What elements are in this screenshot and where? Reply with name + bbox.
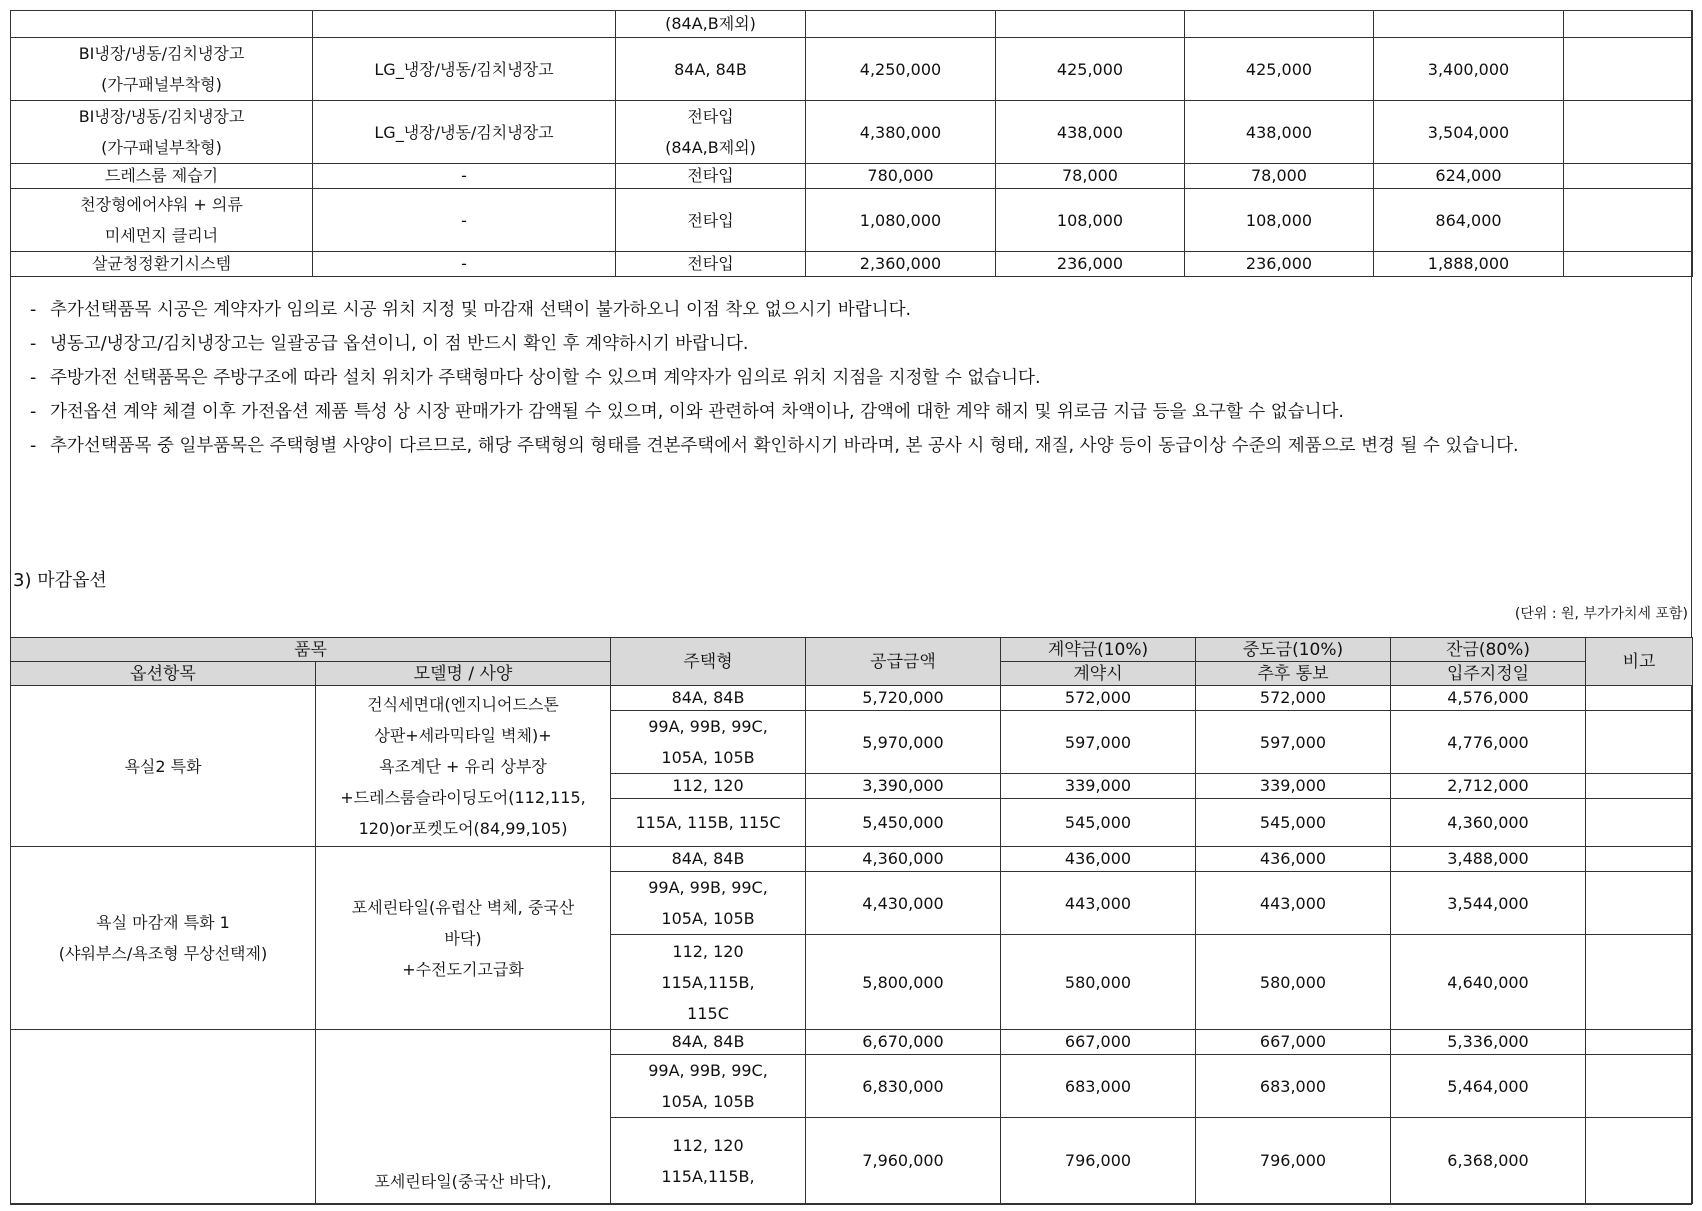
contract-cell: 545,000 (1001, 799, 1196, 847)
supply-cell: 4,380,000 (806, 101, 996, 164)
cell-line: 상판+세라믹타일 벽체)+ (374, 725, 552, 745)
note-dash: - (30, 300, 37, 320)
cell-line: (가구패널부착형) (101, 138, 222, 157)
interim-cell (1185, 11, 1374, 38)
contract-cell (996, 11, 1185, 38)
interim-cell: 597,000 (1196, 711, 1391, 774)
model-cell: LG_냉장/냉동/김치냉장고 (313, 101, 616, 164)
table-row (11, 1030, 1693, 1055)
interim-cell: 425,000 (1185, 38, 1374, 101)
cell-line: 전타입 (687, 210, 734, 230)
table-row (11, 101, 1693, 164)
contract-cell: 425,000 (996, 38, 1185, 101)
unit-label: (단위 : 원, 부가가치세 포함) (1514, 606, 1688, 622)
interim-cell: 796,000 (1196, 1118, 1391, 1204)
contract-cell: 436,000 (1001, 847, 1196, 872)
type-cell (611, 935, 806, 1030)
supply-cell: 780,000 (806, 164, 996, 189)
cell-line: +드레스룸슬라이딩도어(112,115, (340, 787, 586, 807)
model-cell: - (313, 164, 616, 189)
table-row (11, 686, 1693, 711)
model-cell: - (313, 252, 616, 277)
cell-line: 전타입 (687, 166, 734, 185)
balance-cell: 5,464,000 (1391, 1055, 1586, 1118)
note-cell (1564, 189, 1693, 252)
header-option-item: 옵션항목 (11, 662, 316, 686)
cell-line: 120)or포켓도어(84,99,105) (358, 818, 568, 838)
model-spec-cell (316, 847, 611, 1030)
cell-line: (84A,B제외) (665, 138, 756, 157)
model-cell: - (313, 189, 616, 252)
cell-line: (84A,B제외) (665, 14, 756, 33)
supply-cell (806, 11, 996, 38)
balance-cell: 6,368,000 (1391, 1118, 1586, 1204)
note-cell (1564, 164, 1693, 189)
cell-line: 드레스룸 제습기 (104, 166, 219, 185)
cell-line: 전타입 (687, 254, 734, 273)
item-cell (11, 189, 313, 252)
note-text: 추가선택품목 중 일부품목은 주택형별 사양이 다르므로, 해당 주택형의 형태를 견본주택에서 확인하시기 바라며, 본 공사 시 형태, 재질, 사양 등이 동급이상 수준의 제품으로 변경 될 수 있습니다. (50, 436, 1519, 456)
cell-line: 포세린타일(중국산 바닥), (374, 1172, 552, 1191)
type-cell (611, 774, 806, 799)
cell-line: 미세먼지 클리너 (104, 226, 219, 245)
note-cell (1586, 774, 1693, 799)
note-item (30, 327, 1670, 361)
cell-line: 99A, 99B, 99C, (648, 717, 768, 736)
type-cell (611, 1055, 806, 1118)
cell-line: 84A, 84B (674, 59, 747, 79)
header-house-type: 주택형 (611, 638, 806, 686)
header-item-group: 품목 (11, 638, 611, 662)
type-cell (611, 872, 806, 935)
model-spec-cell (316, 1030, 611, 1204)
note-text: 냉동고/냉장고/김치냉장고는 일괄공급 옵션이니, 이 점 반드시 확인 후 계약하시기 바랍니다. (50, 334, 749, 354)
interim-cell: 236,000 (1185, 252, 1374, 277)
balance-cell (1374, 11, 1564, 38)
supply-cell: 4,250,000 (806, 38, 996, 101)
contract-cell: 339,000 (1001, 774, 1196, 799)
header-balance: 잔금(80%) (1391, 638, 1586, 662)
interim-cell: 545,000 (1196, 799, 1391, 847)
note-cell (1586, 1055, 1693, 1118)
note-item (30, 395, 1670, 429)
cell-line: BI냉장/냉동/김치냉장고 (78, 44, 245, 63)
cell-line: BI냉장/냉동/김치냉장고 (78, 107, 245, 126)
cell-line: 욕실 마감재 특화 1 (96, 913, 230, 932)
cell-line: 115A, 115B, 115C (635, 813, 781, 832)
header-supply: 공급금액 (806, 638, 1001, 686)
balance-cell: 624,000 (1374, 164, 1564, 189)
header-model-spec: 모델명 / 사양 (316, 662, 611, 686)
item-cell (11, 38, 313, 101)
cell-line: 99A, 99B, 99C, (648, 1061, 768, 1080)
type-cell (616, 252, 806, 277)
note-text: 가전옵션 계약 체결 이후 가전옵션 제품 특성 상 시장 판매가가 감액될 수 있으며, 이와 관련하여 차액이나, 감액에 대한 계약 해지 및 위로금 지급 등을 요구할 수 없습니다. (50, 402, 1344, 422)
interim-cell: 108,000 (1185, 189, 1374, 252)
balance-cell: 5,336,000 (1391, 1030, 1586, 1055)
note-item (30, 361, 1670, 395)
table-row (11, 164, 1693, 189)
note-cell (1586, 872, 1693, 935)
note-item (30, 429, 1670, 463)
header-interim-sub: 추후 통보 (1196, 662, 1391, 686)
option-item-cell (11, 847, 316, 1030)
contract-cell: 580,000 (1001, 935, 1196, 1030)
contract-cell: 597,000 (1001, 711, 1196, 774)
cell-line: 포세린타일(유럽산 벽체, 중국산 (351, 897, 575, 917)
interim-cell: 436,000 (1196, 847, 1391, 872)
cell-line: (샤워부스/욕조형 무상선택제) (58, 944, 268, 963)
cell-line: 욕실2 특화 (124, 756, 202, 776)
cell-line: 천장형에어샤워 + 의류 (80, 195, 243, 214)
interim-cell: 78,000 (1185, 164, 1374, 189)
supply-cell: 3,390,000 (806, 774, 1001, 799)
type-cell (611, 847, 806, 872)
interim-cell: 580,000 (1196, 935, 1391, 1030)
supply-cell: 2,360,000 (806, 252, 996, 277)
supply-cell: 5,970,000 (806, 711, 1001, 774)
cell-line: 105A, 105B (661, 909, 755, 928)
supply-cell: 7,960,000 (806, 1118, 1001, 1204)
note-cell (1564, 38, 1693, 101)
cell-line: 99A, 99B, 99C, (648, 878, 768, 897)
supply-cell: 6,670,000 (806, 1030, 1001, 1055)
contract-cell: 683,000 (1001, 1055, 1196, 1118)
table-row (11, 189, 1693, 252)
interim-cell: 683,000 (1196, 1055, 1391, 1118)
cell-line: 바닥) (444, 928, 482, 948)
note-dash: - (30, 334, 37, 354)
note-dash: - (30, 368, 37, 388)
table-row (11, 252, 1693, 277)
cell-line: 욕조계단 + 유리 상부장 (379, 756, 547, 776)
option-item-cell (11, 1030, 316, 1204)
note-item (30, 293, 1670, 327)
balance-cell: 864,000 (1374, 189, 1564, 252)
contract-cell: 667,000 (1001, 1030, 1196, 1055)
balance-cell: 3,504,000 (1374, 101, 1564, 164)
contract-cell: 443,000 (1001, 872, 1196, 935)
cell-line: 84A, 84B (671, 688, 745, 707)
balance-cell: 4,360,000 (1391, 799, 1586, 847)
type-cell (611, 1118, 806, 1204)
header-interim: 중도금(10%) (1196, 638, 1391, 662)
model-cell (313, 11, 616, 38)
balance-cell: 3,544,000 (1391, 872, 1586, 935)
note-text: 주방가전 선택품목은 주방구조에 따라 설치 위치가 주택형마다 상이할 수 있으며 계약자가 임의로 위치 지점을 지정할 수 없습니다. (50, 368, 1041, 388)
model-cell: LG_냉장/냉동/김치냉장고 (313, 38, 616, 101)
supply-cell: 4,430,000 (806, 872, 1001, 935)
balance-cell: 4,776,000 (1391, 711, 1586, 774)
balance-cell: 1,888,000 (1374, 252, 1564, 277)
header-contract-sub: 계약시 (1001, 662, 1196, 686)
cell-line: 115A,115B, (661, 1166, 755, 1186)
note-cell (1586, 847, 1693, 872)
interim-cell: 339,000 (1196, 774, 1391, 799)
model-spec-cell (316, 686, 611, 847)
header-row (11, 638, 1693, 662)
type-cell (611, 711, 806, 774)
interim-cell: 443,000 (1196, 872, 1391, 935)
cell-line: 건식세면대(엔지니어드스톤 (367, 694, 559, 714)
header-contract: 계약금(10%) (1001, 638, 1196, 662)
supply-cell: 1,080,000 (806, 189, 996, 252)
balance-cell: 3,488,000 (1391, 847, 1586, 872)
cell-line: 112, 120 (672, 1135, 744, 1155)
item-cell (11, 11, 313, 38)
cell-line: 살균청정환기시스템 (91, 254, 232, 273)
item-cell (11, 164, 313, 189)
cell-line: 112, 120 (672, 941, 744, 961)
balance-cell: 2,712,000 (1391, 774, 1586, 799)
note-cell (1564, 11, 1693, 38)
cell-line: 112, 120 (672, 776, 744, 795)
cell-line: 115C (687, 1003, 729, 1023)
note-dash: - (30, 402, 37, 422)
balance-cell: 4,640,000 (1391, 935, 1586, 1030)
cell-line: 84A, 84B (671, 1032, 745, 1051)
type-cell (616, 101, 806, 164)
balance-cell: 4,576,000 (1391, 686, 1586, 711)
contract-cell: 78,000 (996, 164, 1185, 189)
cell-line: 105A, 105B (661, 748, 755, 767)
item-cell (11, 101, 313, 164)
note-cell (1586, 1030, 1693, 1055)
type-cell (616, 189, 806, 252)
supply-cell: 5,800,000 (806, 935, 1001, 1030)
supply-cell: 5,720,000 (806, 686, 1001, 711)
type-cell (611, 686, 806, 711)
note-dash: - (30, 436, 37, 456)
header-balance-sub: 입주지정일 (1391, 662, 1586, 686)
type-cell (611, 1030, 806, 1055)
contract-cell: 438,000 (996, 101, 1185, 164)
cell-line: 84A, 84B (671, 849, 745, 868)
option-item-cell (11, 686, 316, 847)
cell-line: 전타입 (687, 107, 734, 126)
interim-cell: 572,000 (1196, 686, 1391, 711)
note-text: 추가선택품목 시공은 계약자가 임의로 시공 위치 지정 및 마감재 선택이 불가하오니 이점 착오 없으시기 바랍니다. (50, 300, 912, 320)
type-cell (616, 11, 806, 38)
additional-items-table (10, 10, 1693, 277)
contract-cell: 236,000 (996, 252, 1185, 277)
interim-cell: 438,000 (1185, 101, 1374, 164)
note-cell (1586, 686, 1693, 711)
type-cell (611, 799, 806, 847)
type-cell (616, 164, 806, 189)
contract-cell: 108,000 (996, 189, 1185, 252)
type-cell (616, 38, 806, 101)
note-cell (1586, 711, 1693, 774)
note-cell (1586, 799, 1693, 847)
header-note: 비고 (1586, 638, 1693, 686)
section-title: 3) 마감옵션 (13, 570, 107, 591)
finishing-options-table (10, 637, 1693, 1204)
contract-cell: 796,000 (1001, 1118, 1196, 1204)
note-cell (1586, 1118, 1693, 1204)
cell-line: +수전도기고급화 (402, 959, 524, 979)
supply-cell: 5,450,000 (806, 799, 1001, 847)
note-cell (1564, 101, 1693, 164)
cell-line: 115A,115B, (661, 972, 755, 992)
note-cell (1586, 935, 1693, 1030)
supply-cell: 4,360,000 (806, 847, 1001, 872)
interim-cell: 667,000 (1196, 1030, 1391, 1055)
contract-cell: 572,000 (1001, 686, 1196, 711)
note-cell (1564, 252, 1693, 277)
cell-line: 105A, 105B (661, 1092, 755, 1111)
supply-cell: 6,830,000 (806, 1055, 1001, 1118)
table-row (11, 847, 1693, 872)
cell-line: (가구패널부착형) (101, 75, 222, 94)
notes-list (30, 293, 1670, 463)
table-row (11, 38, 1693, 101)
table-row (11, 11, 1693, 38)
balance-cell: 3,400,000 (1374, 38, 1564, 101)
item-cell (11, 252, 313, 277)
